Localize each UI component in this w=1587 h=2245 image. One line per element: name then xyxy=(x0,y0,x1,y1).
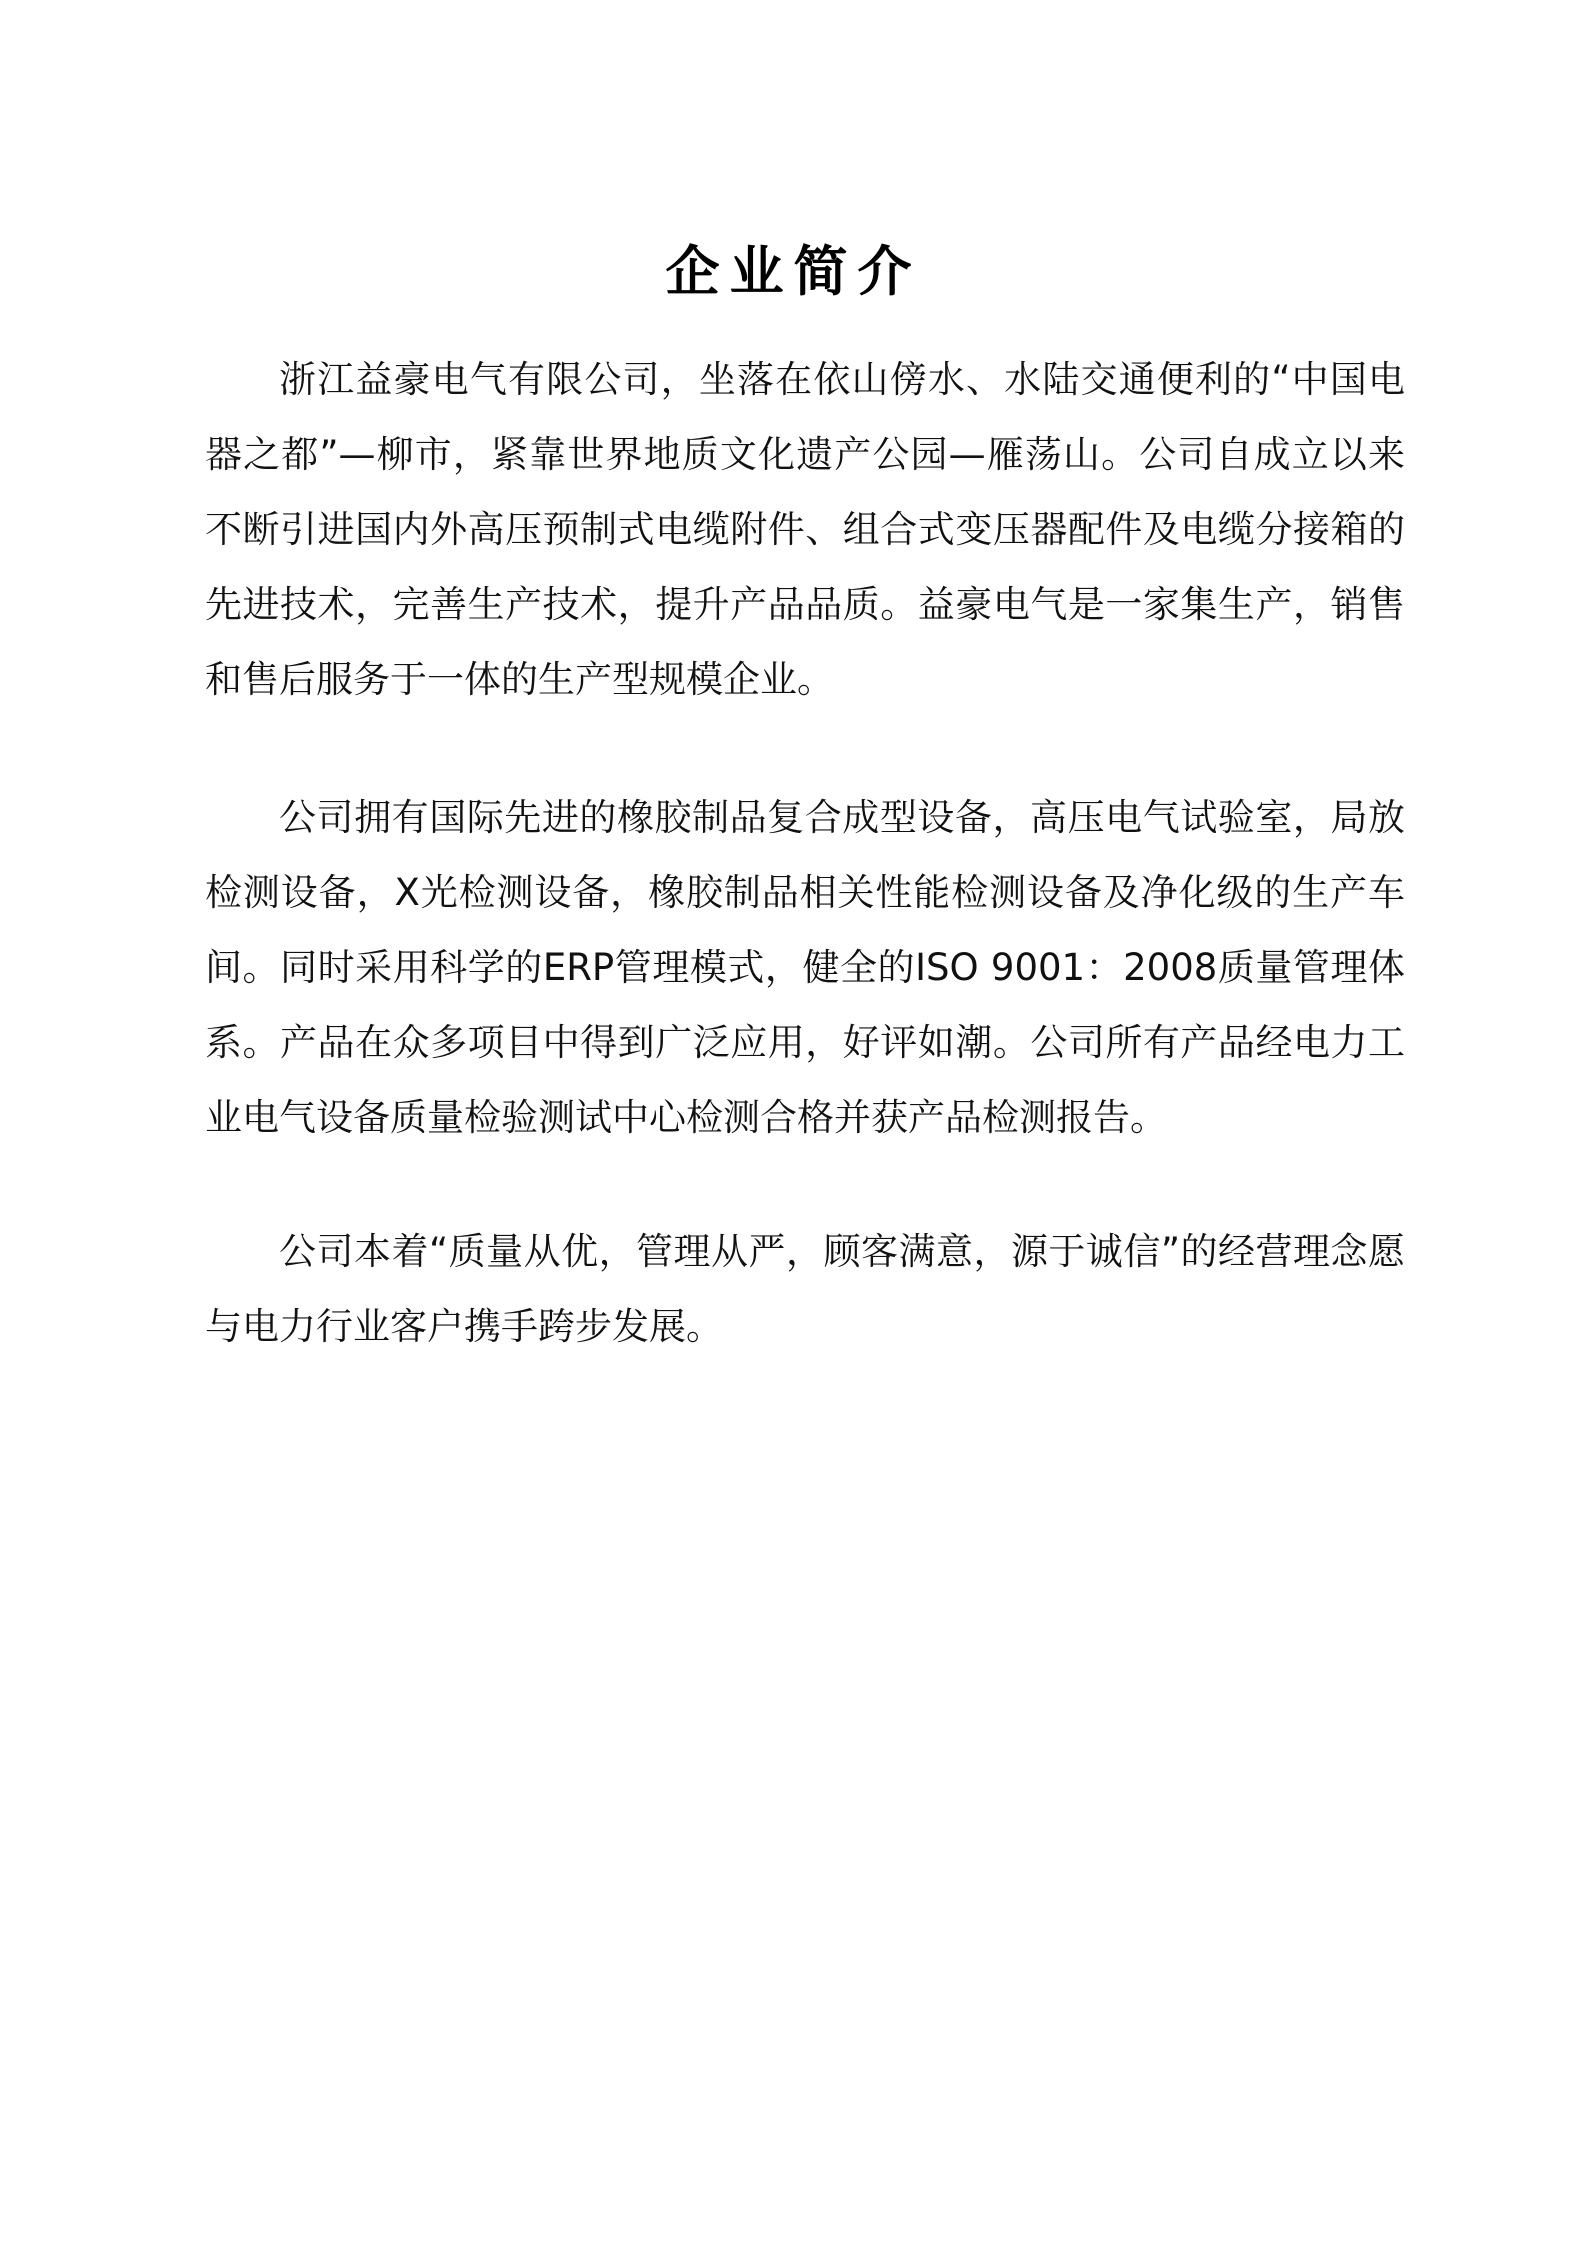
page-title: 企业简介 xyxy=(665,239,922,303)
paragraph-intro: 浙江益豪电气有限公司，坐落在依山傍水、水陆交通便利的“中国电器之都”—柳市，紧靠世界地质文化遗产公园—雁荡山。公司自成立以来不断引进国内外高压预制式电缆附件、组合式变压器配件及电缆分接箱的先进技术，完善生产技术，提升产品品质。益豪电气是一家集生产，销售和售后服务于一体的生产型规模企业。 xyxy=(205,358,1405,701)
paragraph-equipment: 公司拥有国际先进的橡胶制品复合成型设备，高压电气试验室，局放检测设备，X光检测设备，橡胶制品相关性能检测设备及净化级的生产车间。同时采用科学的ERP管理模式，健全的ISO 9001：2008质量管理体系。产品在众多项目中得到广泛应用，好评如潮。公司所有产品经电力工业电气设备质量检验测试中心检测合格并获产品检测报告。 xyxy=(205,796,1405,1139)
paragraph-philosophy: 公司本着“质量从优，管理从严，顾客满意，源于诚信”的经营理念愿与电力行业客户携手跨步发展。 xyxy=(205,1230,1405,1348)
